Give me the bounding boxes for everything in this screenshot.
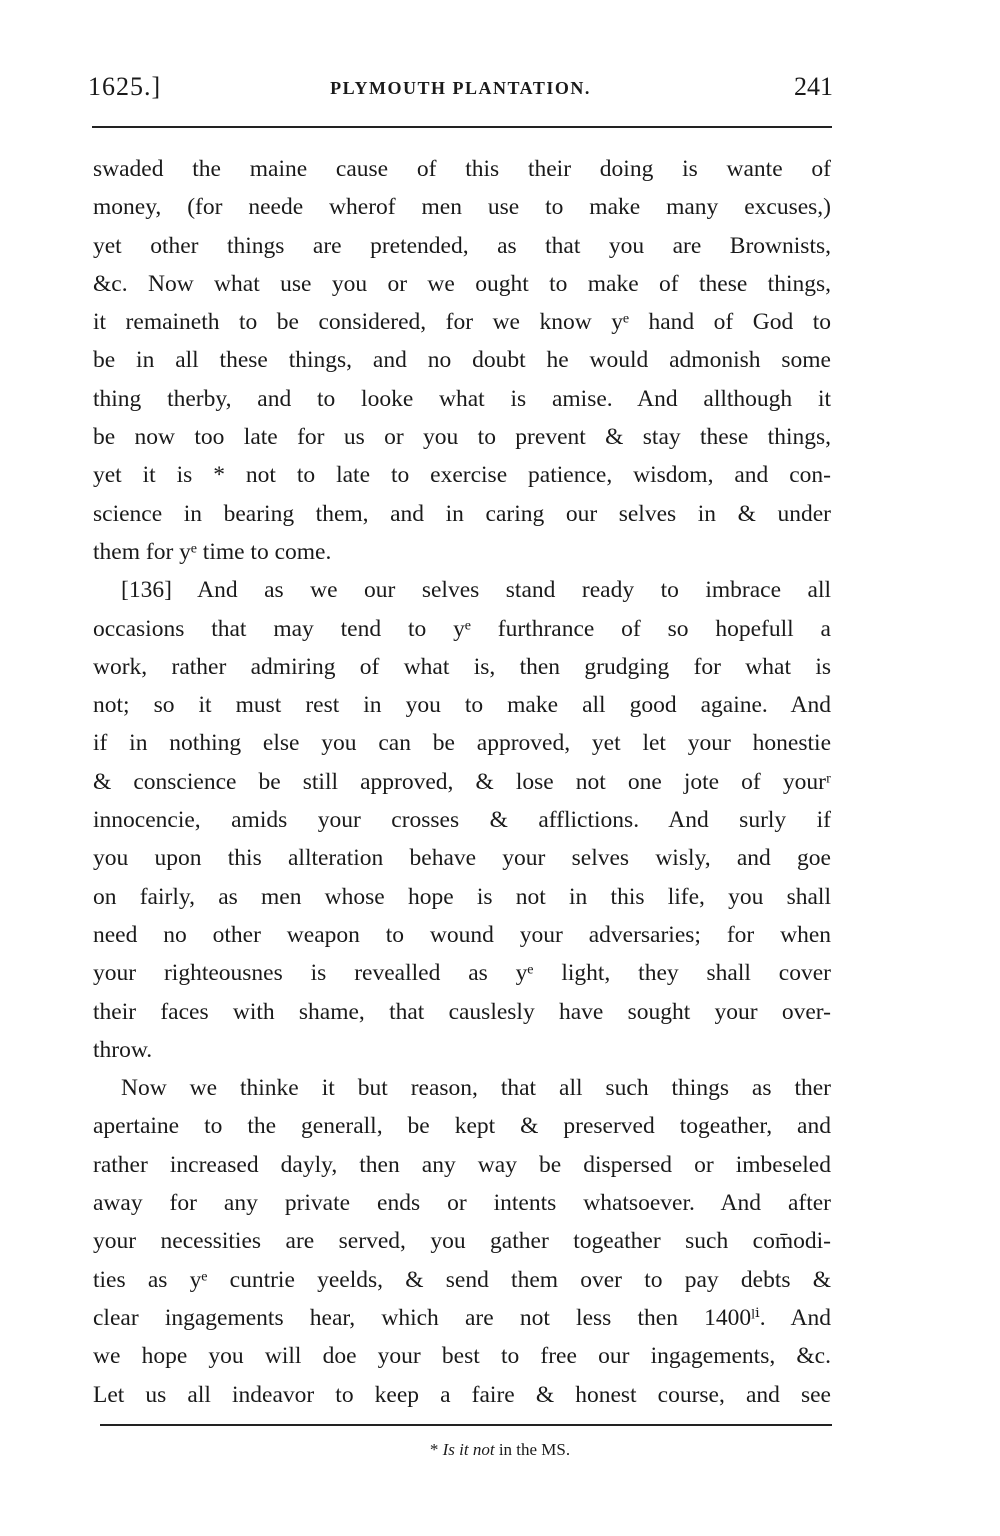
text-line: need no other weapon to wound your adversaries; for when <box>93 921 831 948</box>
text-line: them for yᵉ time to come. <box>93 538 332 565</box>
text-line: innocencie, amids your crosses & afflictions. And surly if <box>93 807 831 834</box>
text-line: your righteousnes is revealled as yᵉ light, they shall cover <box>93 960 831 987</box>
text-line: clear ingagements hear, which are not less then 1400ˡⁱ. And <box>93 1304 831 1331</box>
text-line: & conscience be still approved, & lose not one jote of yourʳ <box>93 768 831 795</box>
text-line: throw. <box>93 1036 153 1063</box>
text-line: be in all these things, and no doubt he would admonish some <box>93 347 831 374</box>
text-line: rather increased dayly, then any way be dispersed or imbeseled <box>93 1151 831 1178</box>
text-line: swaded the maine cause of this their doing is wante of <box>93 156 831 182</box>
footnote-text: in the MS. <box>494 1440 571 1459</box>
header-year: 1625.] <box>88 72 162 101</box>
text-line: we hope you will doe your best to free our ingagements, &c. <box>93 1343 831 1370</box>
text-line: not; so it must rest in you to make all good againe. And <box>93 692 831 719</box>
text-line: occasions that may tend to yᵉ furthrance of so hopefull a <box>93 615 831 642</box>
text-line: if in nothing else you can be approved, yet let your honestie <box>93 730 831 757</box>
footnote-marker: * <box>429 1440 439 1459</box>
header-rule <box>92 126 832 128</box>
text-line: your necessities are served, you gather togeather such com̄odi- <box>93 1228 831 1255</box>
text-line: money, (for neede wherof men use to make many excuses,) <box>93 194 831 221</box>
text-line: &c. Now what use you or we ought to make of these things, <box>93 270 831 297</box>
text-line: Let us all indeavor to keep a faire & honest course, and see <box>93 1381 831 1408</box>
text-line: on fairly, as men whose hope is not in this life, you shall <box>93 883 831 910</box>
text-line: you upon this allteration behave your selves wisly, and goe <box>93 845 831 872</box>
text-line: yet other things are pretended, as that you are Brownists, <box>93 232 831 259</box>
text-line: thing therby, and to looke what is amise. And allthough it <box>93 385 831 412</box>
page-number: 241 <box>794 72 833 101</box>
footnote <box>0 1440 1000 1460</box>
text-line: work, rather admiring of what is, then grudging for what is <box>93 653 831 680</box>
page-header <box>88 72 833 112</box>
footnote-italic-text: Is it not <box>442 1440 495 1459</box>
text-line: be now too late for us or you to prevent & stay these things, <box>93 424 831 451</box>
text-line: away for any private ends or intents whatsoever. And after <box>93 1190 831 1217</box>
text-line: apertaine to the generall, be kept & preserved togeather, and <box>93 1113 831 1140</box>
text-line: [136] And as we our selves stand ready to imbrace all <box>121 577 831 604</box>
text-line: Now we thinke it but reason, that all such things as ther <box>121 1075 831 1102</box>
running-title: PLYMOUTH PLANTATION. <box>330 78 591 98</box>
body-text <box>93 150 831 1414</box>
text-line: ties as yᵉ cuntrie yeelds, & send them over to pay debts & <box>93 1266 831 1293</box>
text-line: science in bearing them, and in caring our selves in & under <box>93 500 831 527</box>
footnote-rule <box>100 1424 832 1426</box>
text-line: their faces with shame, that causlesly have sought your over- <box>93 998 831 1025</box>
text-line: it remaineth to be considered, for we know yᵉ hand of God to <box>93 309 831 336</box>
text-line: yet it is * not to late to exercise patience, wisdom, and con- <box>93 462 831 489</box>
